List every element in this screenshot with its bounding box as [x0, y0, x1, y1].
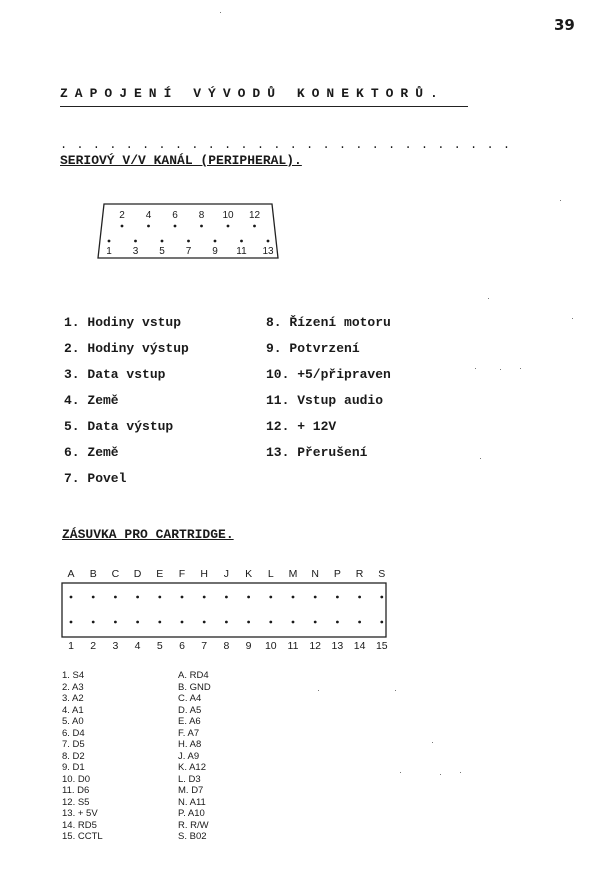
list-item: H. A8 [178, 739, 202, 750]
list-item: 8. D2 [62, 750, 85, 762]
pin-label: 13 [262, 246, 274, 257]
cartridge-connector-outline [62, 583, 386, 637]
pin-label: 12 [248, 210, 261, 221]
list-item: 9. Potvrzení [266, 341, 360, 356]
list-item: C. A4 [178, 693, 202, 704]
pin-dot [108, 240, 111, 243]
list-item: 1. Hodiny vstup [64, 315, 182, 330]
pin-label: 2 [119, 210, 125, 221]
pin-letter-label: N [311, 568, 319, 580]
pin-number-label: 3 [112, 640, 119, 652]
scan-speck [432, 742, 433, 743]
serial-connector-diagram [96, 198, 280, 262]
pin-number-label: 2 [90, 640, 97, 652]
pin-number-label: 11 [287, 640, 299, 652]
scan-speck [440, 774, 441, 775]
serial-pin-list-right [266, 310, 391, 466]
pin-dot [158, 621, 161, 624]
list-item: 11. Vstup audio [266, 393, 384, 408]
pin-letter-label: S [378, 568, 386, 580]
pin-number-label: 1 [68, 640, 74, 652]
scan-speck [400, 772, 401, 773]
pin-dot [136, 596, 139, 599]
pin-dot [70, 596, 73, 599]
list-item: 7. Povel [64, 471, 127, 486]
scan-speck [318, 690, 319, 691]
list-item: 15. CCTL [62, 831, 103, 842]
list-item: L. D3 [178, 773, 201, 785]
pin-label: 7 [185, 246, 192, 257]
page-title: ZAPOJENÍ VÝVODŮ KONEKTORŮ. [60, 86, 445, 101]
pin-letter-label: E [156, 568, 164, 580]
pin-dot [200, 225, 203, 228]
pin-dot [269, 621, 272, 624]
pin-dot [227, 225, 230, 228]
list-item: B. GND [178, 681, 211, 693]
pin-dot [114, 596, 117, 599]
list-item: 5. A0 [62, 716, 84, 727]
list-item: S. B02 [178, 831, 207, 842]
list-item: 12. + 12V [266, 419, 337, 434]
pin-dot [158, 596, 161, 599]
list-item: N. A11 [178, 796, 206, 808]
cartridge-connector-diagram [54, 564, 394, 654]
cartridge-pin-list-left [62, 670, 103, 843]
list-item: K. A12 [178, 762, 206, 773]
list-item: 2. Hodiny výstup [64, 341, 189, 356]
pin-letter-label: M [288, 568, 298, 580]
list-item: 5. Data výstup [64, 419, 174, 434]
pin-number-label: 6 [179, 640, 185, 652]
pin-letter-label: B [89, 568, 97, 580]
pin-dot [336, 596, 339, 599]
pin-dot [121, 225, 124, 228]
list-item: 7. D5 [62, 739, 85, 750]
serial-connector-pins [108, 225, 270, 243]
pin-letter-label: C [111, 568, 120, 580]
scan-speck [572, 318, 573, 319]
pin-dot [92, 621, 95, 624]
list-item: E. A6 [178, 716, 201, 727]
pin-letter-label: H [200, 568, 208, 580]
list-item: 1. S4 [62, 670, 85, 681]
list-item: 4. A1 [62, 704, 84, 716]
list-item: 11. D6 [62, 785, 90, 796]
pin-dot [314, 596, 317, 599]
pin-dot [181, 596, 184, 599]
list-item: 13. + 5V [62, 808, 98, 819]
pin-number-label: 15 [375, 640, 388, 652]
list-item: 10. D0 [62, 773, 90, 785]
pin-label: 5 [159, 246, 165, 257]
pin-dot [187, 240, 190, 243]
pin-number-label: 5 [156, 640, 163, 652]
scan-speck [460, 772, 461, 773]
dotted-separator: . . . . . . . . . . . . . . . . . . . . . . . . . . . . [60, 138, 512, 152]
pin-dot [134, 240, 137, 243]
pin-letter-label: A [67, 568, 75, 580]
scan-speck [395, 690, 396, 691]
pin-dot [314, 621, 317, 624]
list-item: 14. RD5 [62, 819, 97, 831]
pin-dot [267, 240, 270, 243]
list-item: 3. Data vstup [64, 367, 166, 382]
pin-dot [253, 225, 256, 228]
list-item: 10. +5/připraven [266, 367, 391, 382]
pin-label: 3 [132, 246, 139, 257]
list-item: P. A10 [178, 808, 205, 819]
pin-letter-label: F [178, 568, 186, 580]
list-item: 13. Přerušení [266, 445, 368, 460]
serial-connector-top-labels [119, 210, 260, 221]
serial-connector-bottom-labels [106, 246, 274, 257]
pin-dot [247, 621, 250, 624]
pin-dot [358, 596, 361, 599]
pin-dot [147, 225, 150, 228]
pin-dot [70, 621, 73, 624]
cartridge-heading: ZÁSUVKA PRO CARTRIDGE. [62, 527, 234, 542]
pin-dot [92, 596, 95, 599]
scan-speck [520, 368, 521, 369]
pin-dot [161, 240, 164, 243]
scan-speck [488, 298, 489, 299]
list-item: 3. A2 [62, 693, 84, 704]
list-item: D. A5 [178, 704, 202, 716]
cartridge-number-labels [68, 640, 388, 652]
pin-number-label: 12 [309, 640, 322, 652]
pin-dot [203, 621, 206, 624]
pin-number-label: 10 [264, 640, 277, 652]
cartridge-pin-list-right [178, 670, 211, 843]
pin-label: 1 [106, 246, 112, 257]
pin-dot [174, 225, 177, 228]
pin-dot [292, 621, 295, 624]
list-item: 9. D1 [62, 762, 85, 773]
pin-dot [225, 621, 228, 624]
pin-dot [203, 596, 206, 599]
list-item: 2. A3 [62, 681, 84, 693]
pin-dot [292, 596, 295, 599]
pin-label: 9 [212, 246, 218, 257]
pin-letter-label: L [267, 568, 274, 580]
pin-dot [269, 596, 272, 599]
cartridge-letter-labels [67, 568, 385, 580]
pin-dot [240, 240, 243, 243]
pin-number-label: 7 [201, 640, 208, 652]
pin-letter-label: J [223, 568, 230, 580]
pin-number-label: 13 [331, 640, 344, 652]
list-item: 6. D4 [62, 727, 85, 739]
pin-dot [181, 621, 184, 624]
pin-number-label: 9 [245, 640, 252, 652]
list-item: J. A9 [178, 750, 200, 762]
pin-dot [214, 240, 217, 243]
pin-dot [225, 596, 228, 599]
scan-speck [560, 200, 561, 201]
pin-dot [114, 621, 117, 624]
list-item: 12. S5 [62, 796, 90, 808]
pin-number-label: 4 [134, 640, 141, 652]
list-item: R. R/W [178, 819, 209, 831]
list-item: F. A7 [178, 727, 200, 739]
pin-label: 11 [236, 246, 247, 257]
pin-dot [336, 621, 339, 624]
pin-dot [380, 596, 383, 599]
list-item: M. D7 [178, 785, 204, 796]
scan-speck [480, 458, 481, 459]
scan-speck [475, 368, 476, 369]
pin-dot [136, 621, 139, 624]
page-number: 39 [554, 16, 575, 34]
title-underline [60, 106, 468, 107]
pin-dot [358, 621, 361, 624]
list-item: 6. Země [64, 445, 119, 460]
pin-label: 10 [222, 210, 234, 221]
list-item: A. RD4 [178, 670, 209, 681]
list-item: 4. Země [64, 393, 119, 408]
serial-pin-list-left [64, 310, 189, 492]
pin-label: 4 [145, 210, 152, 221]
pin-label: 8 [198, 210, 205, 221]
scan-speck [500, 369, 501, 370]
pin-dot [247, 596, 250, 599]
pin-letter-label: D [133, 568, 142, 580]
pin-dot [380, 621, 383, 624]
serial-port-heading: SERIOVÝ V/V KANÁL (PERIPHERAL). [60, 153, 302, 168]
cartridge-pins [70, 596, 384, 624]
list-item: 8. Řízení motoru [266, 315, 391, 330]
pin-letter-label: P [333, 568, 341, 580]
pin-letter-label: R [355, 568, 364, 580]
scan-speck [220, 12, 221, 13]
pin-number-label: 8 [223, 640, 230, 652]
pin-label: 6 [172, 210, 178, 221]
pin-letter-label: K [245, 568, 253, 580]
pin-number-label: 14 [353, 640, 366, 652]
